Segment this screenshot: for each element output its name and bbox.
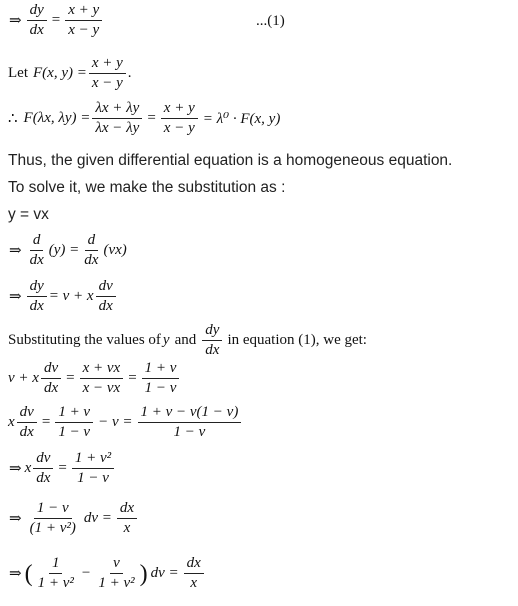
- fraction-rhs: [65, 2, 102, 40]
- implies-symbol: ⇒: [9, 461, 22, 478]
- numerator: x + y: [161, 100, 198, 119]
- fraction-dy-dx: [27, 278, 47, 316]
- equation-2: [8, 55, 132, 93]
- fraction-dv-dx: [33, 450, 53, 488]
- fraction-dy-dx: [202, 322, 222, 360]
- equals-sign: =: [147, 110, 156, 127]
- numerator: 1 + v − v(1 − v): [138, 404, 242, 423]
- text-y-equals-vx: y = vx: [8, 206, 49, 223]
- denominator: 1 − v: [58, 424, 91, 441]
- numerator: 1: [49, 555, 63, 574]
- denominator: dx: [84, 252, 99, 269]
- fraction-simplified: [142, 360, 180, 398]
- fraction-dx-x: [184, 555, 204, 593]
- denominator: dx: [29, 252, 44, 269]
- equation-3: [8, 100, 280, 138]
- numerator: 1 + v: [55, 404, 93, 423]
- numerator: d: [85, 232, 99, 251]
- left-paren: (: [24, 560, 33, 587]
- function-scaled: F(λx, λy) =: [23, 110, 91, 127]
- minus-sign: −: [81, 565, 91, 582]
- equation-1: [6, 2, 104, 40]
- and-text: and: [174, 332, 197, 349]
- period: .: [127, 65, 132, 82]
- numerator: λx + λy: [92, 100, 142, 119]
- lambda-power-result: = λ⁰ · F(x, y): [202, 111, 281, 128]
- fraction-1: [55, 404, 93, 442]
- right-paren: ): [139, 560, 148, 587]
- numerator: dv: [41, 360, 61, 379]
- denominator: dx: [36, 470, 51, 487]
- fraction-scaled: [92, 100, 142, 138]
- denominator: 1 + v²: [37, 575, 74, 592]
- numerator: x + vx: [80, 360, 124, 379]
- denominator: 1 − v: [144, 380, 177, 397]
- fraction-dv-dx: [17, 404, 37, 442]
- vx-term: (vx): [103, 242, 127, 259]
- numerator: x + y: [89, 55, 126, 74]
- denominator: dx: [205, 342, 220, 359]
- y-var: y: [162, 332, 170, 349]
- equation-tag: ...(1): [256, 13, 285, 29]
- numerator: 1 + v²: [72, 450, 114, 469]
- numerator: 1 − v: [34, 500, 72, 519]
- v-plus-x: v + x: [8, 370, 39, 387]
- x-var: x: [8, 414, 15, 431]
- denominator: dx: [29, 22, 44, 39]
- equation-5: [6, 278, 118, 316]
- therefore-symbol: ∴: [8, 111, 18, 128]
- substituting-line: [8, 322, 367, 360]
- equals-sign: =: [66, 370, 75, 387]
- denominator: dx: [43, 380, 59, 397]
- numerator: dv: [96, 278, 116, 297]
- equation-10: [6, 555, 206, 593]
- text-homogeneous: Thus, the given differential equation is a homogeneous equation.: [8, 152, 453, 169]
- numerator: dv: [33, 450, 53, 469]
- fraction-dv-dx: [96, 278, 116, 316]
- fraction-partial-2: [95, 555, 137, 593]
- implies-symbol: ⇒: [9, 13, 22, 30]
- denominator: 1 + v²: [98, 575, 135, 592]
- fraction-dv-dx: [41, 360, 61, 398]
- numerator: dx: [117, 500, 137, 519]
- equals-sign: =: [58, 460, 67, 477]
- fraction-combined: [138, 404, 242, 442]
- x-var: x: [24, 460, 32, 477]
- numerator: d: [30, 232, 44, 251]
- fraction-dx-x: [117, 500, 137, 538]
- substituting-text: Substituting the values of: [8, 332, 161, 349]
- fraction: [89, 55, 126, 93]
- equation-4: [6, 232, 127, 270]
- numerator: dy: [27, 278, 47, 297]
- denominator: x − y: [68, 22, 100, 39]
- numerator: 1 + v: [142, 360, 180, 379]
- implies-symbol: ⇒: [9, 289, 22, 306]
- dv-equals: dv =: [83, 510, 112, 527]
- numerator: dx: [184, 555, 204, 574]
- numerator: dv: [17, 404, 37, 423]
- denominator: x: [123, 520, 131, 537]
- text-substitution: To solve it, we make the substitution as :: [8, 179, 286, 196]
- denominator: dx: [19, 424, 34, 441]
- fraction-separated: [27, 500, 79, 538]
- equation-9: [6, 500, 139, 538]
- fraction-substituted: [80, 360, 124, 398]
- denominator: x − vx: [82, 380, 121, 397]
- fraction-partial-1: [35, 555, 77, 593]
- denominator: x − y: [163, 120, 195, 137]
- denominator: 1 − v: [173, 424, 206, 441]
- fraction-d-dx-2: [81, 232, 101, 270]
- y-term: (y) =: [48, 242, 80, 259]
- numerator: dy: [27, 2, 47, 21]
- denominator: dx: [98, 298, 113, 315]
- v-plus-x: = v + x: [48, 288, 94, 305]
- denominator: x − y: [91, 75, 123, 92]
- let-word: Let: [8, 65, 28, 82]
- equation-8: [6, 450, 116, 488]
- denominator: λx − λy: [95, 120, 140, 137]
- in-equation-text: in equation (1), we get:: [227, 332, 367, 349]
- equals-sign: =: [51, 12, 61, 29]
- denominator: x: [190, 575, 198, 592]
- equation-7: [8, 404, 243, 442]
- dv-equals: dv =: [150, 565, 179, 582]
- numerator: x + y: [65, 2, 102, 21]
- minus-v: − v =: [98, 414, 133, 431]
- denominator: (1 + v²): [29, 520, 76, 537]
- function-definition: F(x, y) =: [33, 65, 87, 82]
- implies-symbol: ⇒: [9, 243, 22, 260]
- equals-sign: =: [128, 370, 137, 387]
- numerator: v: [110, 555, 123, 574]
- equals-sign: =: [41, 414, 51, 431]
- implies-symbol: ⇒: [9, 511, 22, 528]
- denominator: dx: [29, 298, 44, 315]
- fraction-d-dx: [27, 232, 47, 270]
- denominator: 1 − v: [77, 470, 109, 487]
- fraction-simplified: [161, 100, 198, 138]
- equation-6: [8, 360, 181, 398]
- implies-symbol: ⇒: [9, 566, 22, 583]
- fraction-dy-dx: [27, 2, 47, 40]
- numerator: dy: [202, 322, 222, 341]
- fraction-result: [72, 450, 114, 488]
